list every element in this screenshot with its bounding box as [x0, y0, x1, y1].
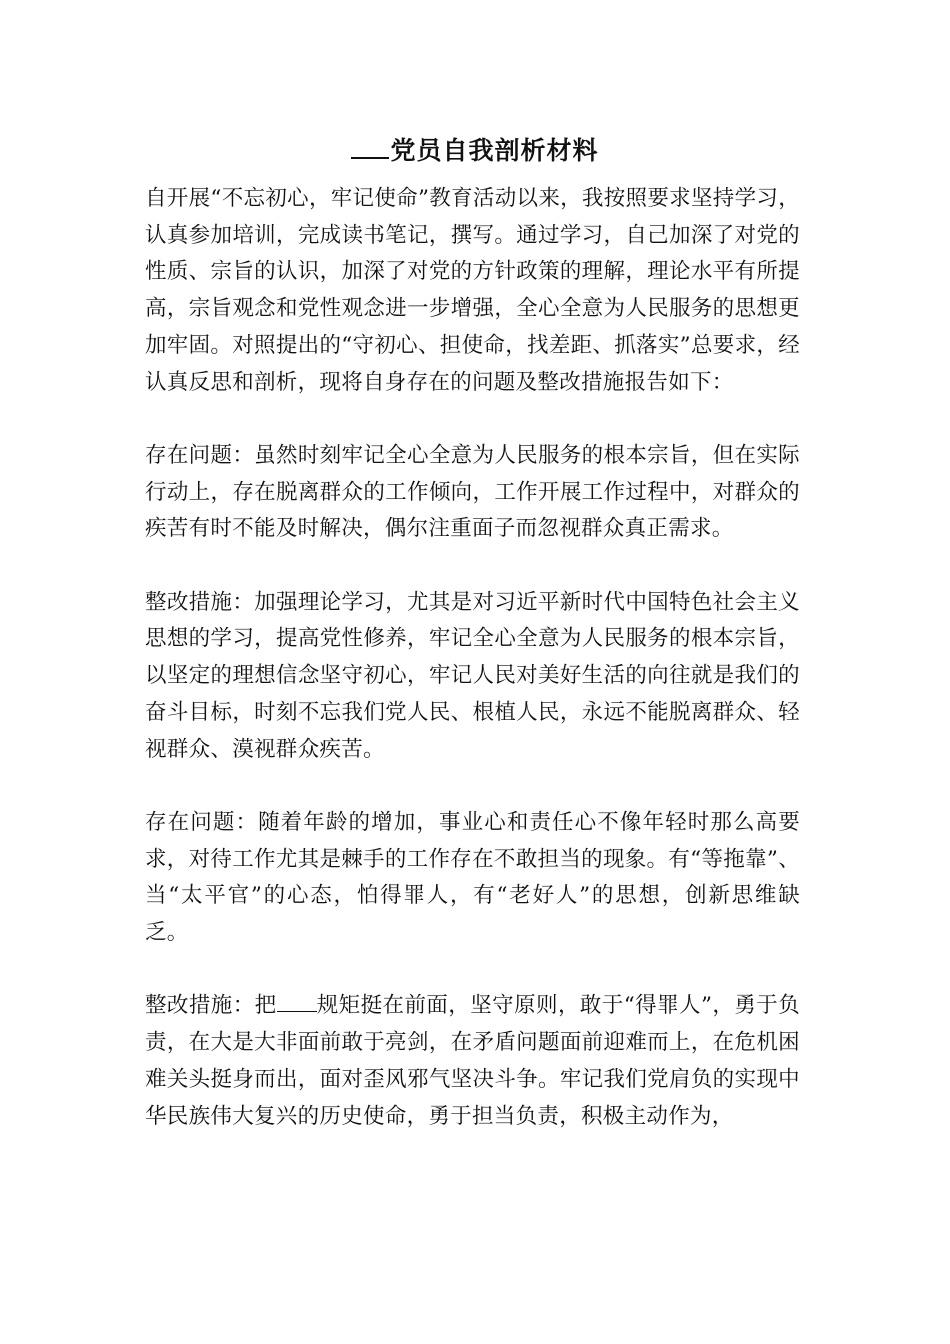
paragraph-problem-2: 存在问题：随着年龄的增加，事业心和责任心不像年轻时那么高要求，对待工作尤其是棘手的工作存在不敢担当的现象。有“等拖靠”、当“太平官”的心态，怕得罪人，有“老好人”的思想，创新思维缺乏。	[145, 809, 800, 946]
document-title	[0, 131, 950, 171]
paragraph-intro: 自开展“不忘初心，牢记使命”教育活动以来，我按照要求坚持学习，认真参加培训，完成读书笔记，撰写。通过学习，自己加深了对党的性质、宗旨的认识，加深了对党的方针政策的理解，理论水平有所提高，宗旨观念和党性观念进一步增强，全心全意为人民服务的思想更加牢固。对照提出的“守初心、担使命，找差距、抓落实”总要求，经认真反思和剖析，现将自身存在的问题及整改措施报告如下：	[145, 186, 800, 395]
document-title-text: 党员自我剖析材料	[390, 136, 599, 165]
title-blank-line	[351, 131, 389, 159]
inline-blank-line	[277, 991, 317, 1012]
paragraph-measure-2	[145, 988, 800, 1135]
measure-2-prefix: 整改措施：把	[145, 993, 277, 1019]
paragraph-measure-1: 整改措施：加强理论学习，尤其是对习近平新时代中国特色社会主义思想的学习，提高党性修养，牢记全心全意为人民服务的根本宗旨，以坚定的理想信念坚守初心，牢记人民对美好生活的向往就是我们的奋斗目标，时刻不忘我们党人民、根植人民，永远不能脱离群众、轻视群众、漠视群众疾苦。	[145, 589, 800, 762]
paragraph-problem-1: 存在问题：虽然时刻牢记全心全意为人民服务的根本宗旨，但在实际行动上，存在脱离群众的工作倾向，工作开展工作过程中，对群众的疾苦有时不能及时解决，偶尔注重面子而忽视群众真正需求。	[145, 442, 800, 542]
measure-2-rest: 规矩挺在前面，坚守原则，敢于“得罪人”，勇于负责，在大是大非面前敢于亮剑，在矛盾问题面前迎难而上，在危机困难关头挺身而出，面对歪风邪气坚决斗争。牢记我们党肩负的实现中华民族伟大复兴的历史使命，勇于担当负责，积极主动作为，	[145, 993, 800, 1129]
document-body	[145, 181, 800, 1172]
